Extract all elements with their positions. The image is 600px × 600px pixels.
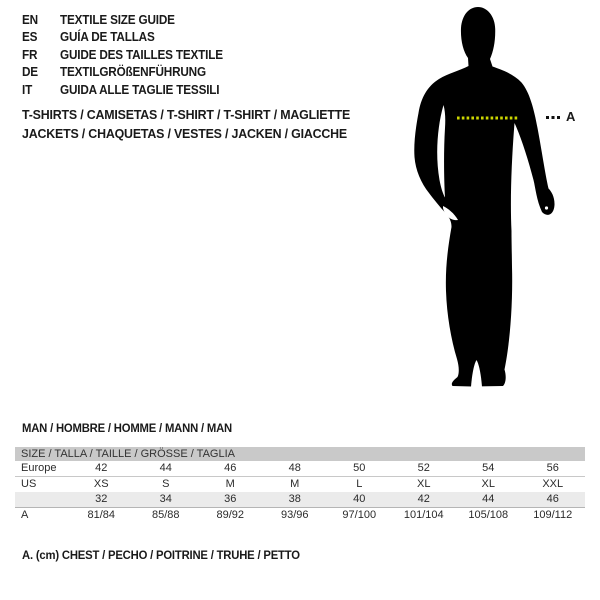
cell: 81/84 xyxy=(87,509,116,521)
right-hand-notch xyxy=(545,206,548,209)
language-label: TEXTILGRÖßENFÜHRUNG xyxy=(60,65,206,80)
language-label: TEXTILE SIZE GUIDE xyxy=(60,13,175,27)
cell: 44 xyxy=(456,492,521,508)
cell: 89/92 xyxy=(216,509,245,521)
cell: XS xyxy=(93,478,109,490)
language-row-es xyxy=(22,29,233,46)
section-title-man: MAN / HOMBRE / HOMME / MANN / MAN xyxy=(22,421,232,435)
cell: 56 xyxy=(521,461,586,477)
man-body-shape xyxy=(414,7,554,387)
cell: 85/88 xyxy=(151,509,180,521)
language-label: GUÍA DE TALLAS xyxy=(60,30,155,45)
cell: XL xyxy=(417,478,431,490)
cell: M xyxy=(290,478,300,490)
table-row-europe xyxy=(15,461,585,477)
cell: 54 xyxy=(456,461,521,477)
cell: 42 xyxy=(392,492,457,508)
man-silhouette xyxy=(400,4,560,389)
cell: 44 xyxy=(134,461,199,477)
cell: 32 xyxy=(69,492,134,508)
language-code: FR xyxy=(22,47,38,62)
measure-label-a: A xyxy=(566,109,576,124)
cell: M xyxy=(225,478,235,490)
garment-categories xyxy=(22,106,371,143)
size-table-header: SIZE / TALLA / TAILLE / GRÖSSE / TAGLIA xyxy=(15,447,585,461)
cell: XXL xyxy=(542,478,564,490)
table-row-us xyxy=(15,477,585,493)
language-code: DE xyxy=(22,65,38,80)
language-code: EN xyxy=(22,13,38,27)
table-row-chest-cm xyxy=(15,508,585,524)
language-label: GUIDA ALLE TAGLIE TESSILI xyxy=(60,82,220,97)
measurement-footnote: A. (cm) CHEST / PECHO / POITRINE / TRUHE / PETTO xyxy=(22,548,300,562)
cell: 40 xyxy=(327,492,392,508)
cell: 109/112 xyxy=(533,509,573,521)
cell: 36 xyxy=(198,492,263,508)
man-silhouette-svg xyxy=(400,4,560,389)
row-label: Europe xyxy=(15,461,69,477)
language-row-en xyxy=(22,12,233,29)
row-label xyxy=(15,492,69,508)
category-line-tshirts: T-SHIRTS / CAMISETAS / T-SHIRT / T-SHIRT / MAGLIETTE xyxy=(22,107,351,122)
cell: 97/100 xyxy=(342,509,377,521)
cell: 42 xyxy=(69,461,134,477)
table-row-us-numeric xyxy=(15,492,585,508)
language-label: GUIDE DES TAILLES TEXTILE xyxy=(60,47,223,62)
cell: 46 xyxy=(521,492,586,508)
cell: 34 xyxy=(134,492,199,508)
cell: 48 xyxy=(263,461,328,477)
cell: 46 xyxy=(198,461,263,477)
language-row-it xyxy=(22,82,233,99)
language-row-fr xyxy=(22,47,233,64)
cell: S xyxy=(162,478,170,490)
language-code: ES xyxy=(22,30,38,45)
size-table-header-row xyxy=(15,447,585,461)
cell: L xyxy=(356,478,363,490)
cell: 105/108 xyxy=(468,509,509,521)
category-line-jackets: JACKETS / CHAQUETAS / VESTES / JACKEN / GIACCHE xyxy=(22,125,348,141)
cell: 52 xyxy=(392,461,457,477)
cell: 101/104 xyxy=(403,509,444,521)
row-label: US xyxy=(21,478,37,490)
cell: XL xyxy=(481,478,495,490)
language-list xyxy=(22,12,233,99)
measure-leader-line xyxy=(546,116,562,119)
row-label: A xyxy=(21,509,29,521)
language-row-de xyxy=(22,64,233,81)
cell: 50 xyxy=(327,461,392,477)
cell: 38 xyxy=(263,492,328,508)
cell: 93/96 xyxy=(280,509,309,521)
language-code: IT xyxy=(22,82,33,97)
size-table xyxy=(15,447,585,523)
